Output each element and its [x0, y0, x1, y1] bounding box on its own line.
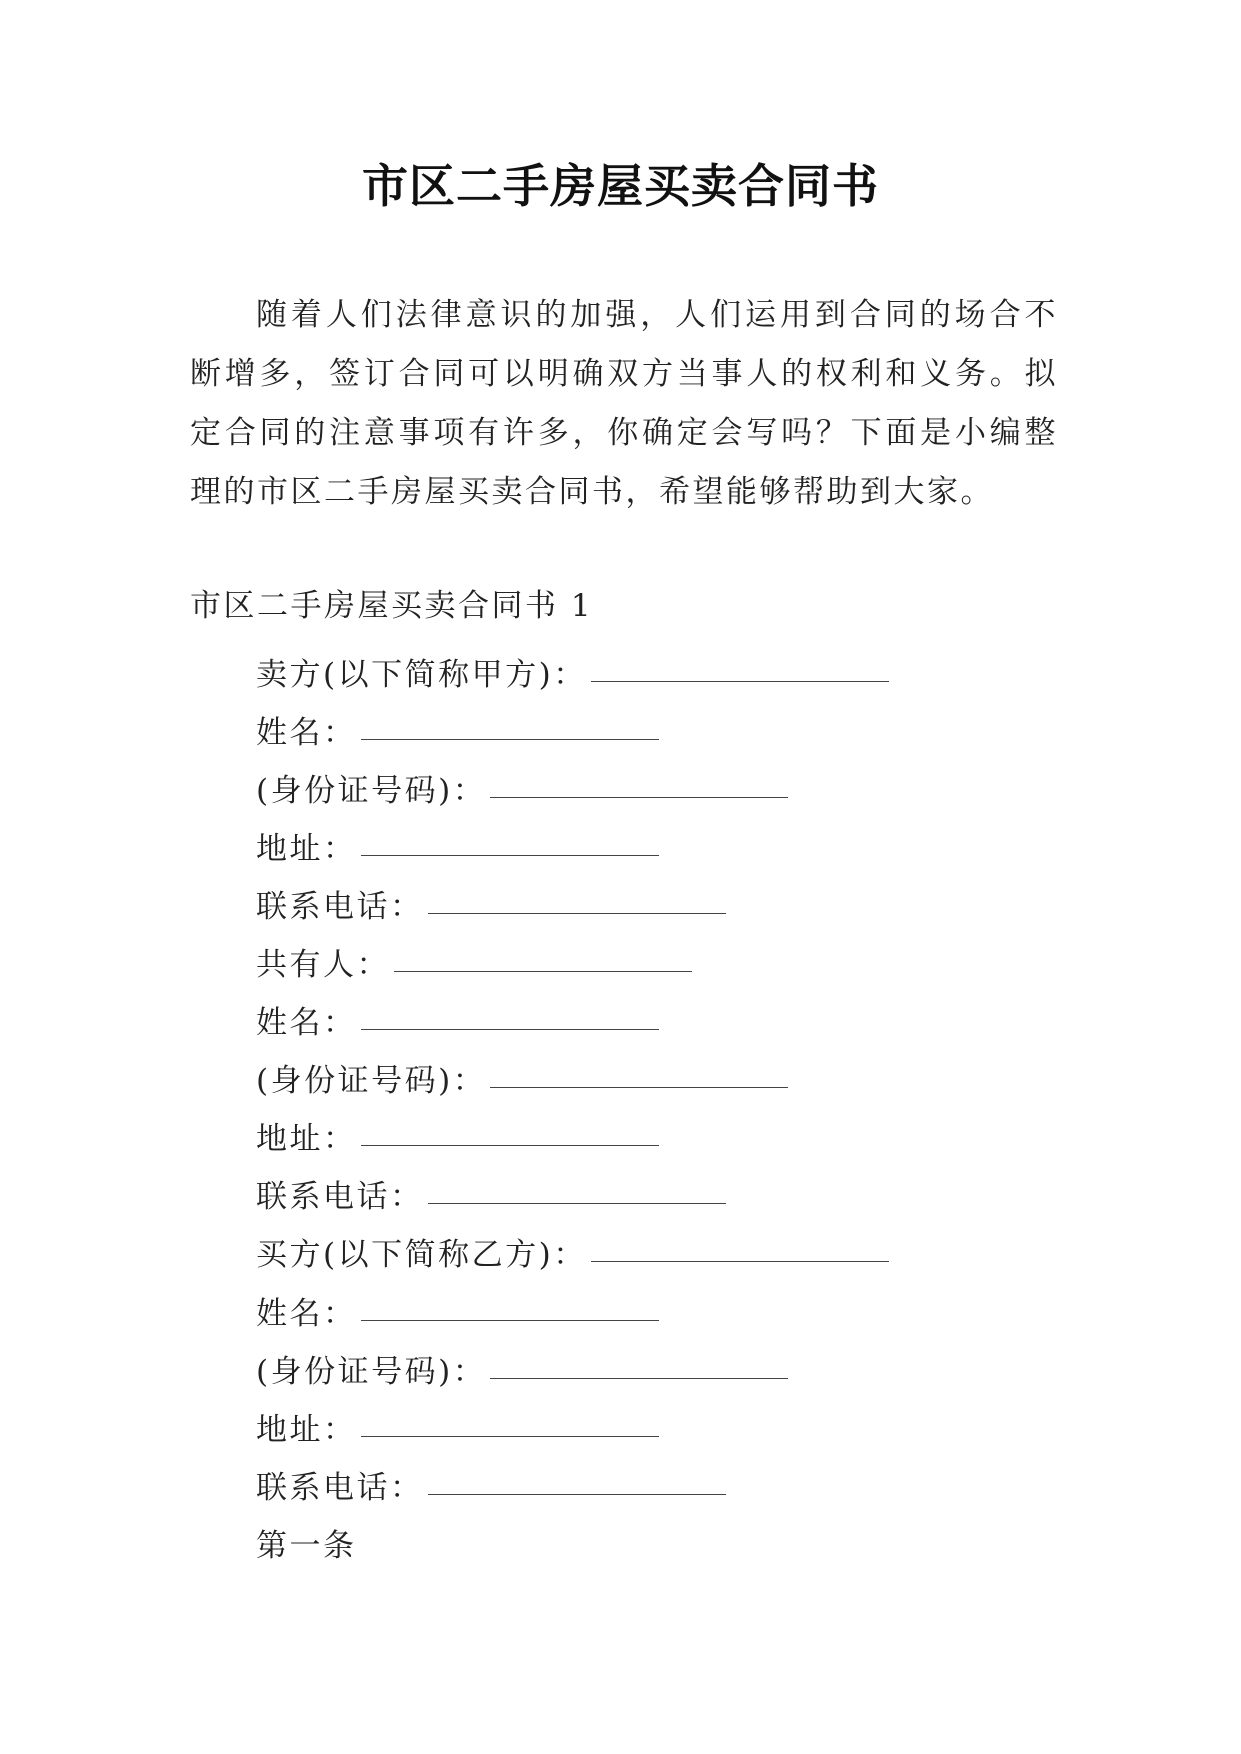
field-label: 卖方(以下简称甲方)：	[256, 656, 587, 693]
fill-in-blank	[361, 1412, 659, 1437]
contract-fields	[256, 642, 1056, 1572]
article-one-heading	[256, 1513, 1056, 1571]
field-label: 第一条	[256, 1527, 357, 1564]
seller-id-field	[256, 758, 1056, 816]
fill-in-blank	[490, 1354, 788, 1379]
field-label: 联系电话：	[256, 1469, 424, 1506]
field-label: (身份证号码)：	[256, 1353, 487, 1390]
buyer-field	[256, 1223, 1056, 1281]
co-owner-phone-field	[256, 1165, 1056, 1223]
fill-in-blank	[361, 1005, 659, 1030]
seller-name-field	[256, 700, 1056, 758]
fill-in-blank	[361, 1296, 659, 1321]
fill-in-blank	[394, 947, 692, 972]
fill-in-blank	[361, 831, 659, 856]
fill-in-blank	[591, 1237, 889, 1262]
field-label: 地址：	[256, 1121, 357, 1158]
buyer-phone-field	[256, 1455, 1056, 1513]
fill-in-blank	[428, 889, 726, 914]
document-title: 市区二手房屋买卖合同书	[362, 159, 879, 213]
field-label: 买方(以下简称乙方)：	[256, 1237, 587, 1274]
seller-phone-field	[256, 874, 1056, 932]
fill-in-blank	[490, 773, 788, 798]
field-label: 联系电话：	[256, 888, 424, 925]
fill-in-blank	[361, 1121, 659, 1146]
buyer-address-field	[256, 1397, 1056, 1455]
field-label: 地址：	[256, 830, 357, 867]
fill-in-blank	[428, 1179, 726, 1204]
field-label: (身份证号码)：	[256, 772, 487, 809]
buyer-id-field	[256, 1339, 1056, 1397]
field-label: (身份证号码)：	[256, 1063, 487, 1100]
fill-in-blank	[361, 715, 659, 740]
seller-address-field	[256, 816, 1056, 874]
field-label: 姓名：	[256, 714, 357, 751]
field-label: 地址：	[256, 1411, 357, 1448]
field-label: 姓名：	[256, 1005, 357, 1042]
co-owner-name-field	[256, 991, 1056, 1049]
co-owner-field	[256, 932, 1056, 990]
intro-paragraph: 随着人们法律意识的加强，人们运用到合同的场合不断增多，签订合同可以明确双方当事人的权利和义务。拟定合同的注意事项有许多，你确定会写吗？下面是小编整理的市区二手房屋买卖合同书，希望能够帮助到大家。	[190, 297, 1058, 510]
field-label: 姓名：	[256, 1295, 357, 1332]
fill-in-blank	[490, 1063, 788, 1088]
fill-in-blank	[428, 1470, 726, 1495]
co-owner-address-field	[256, 1107, 1056, 1165]
co-owner-id-field	[256, 1049, 1056, 1107]
buyer-name-field	[256, 1281, 1056, 1339]
field-label: 共有人：	[256, 947, 390, 984]
section-heading: 市区二手房屋买卖合同书 1	[190, 588, 594, 624]
fill-in-blank	[591, 657, 889, 682]
seller-field	[256, 642, 1056, 700]
field-label: 联系电话：	[256, 1179, 424, 1216]
